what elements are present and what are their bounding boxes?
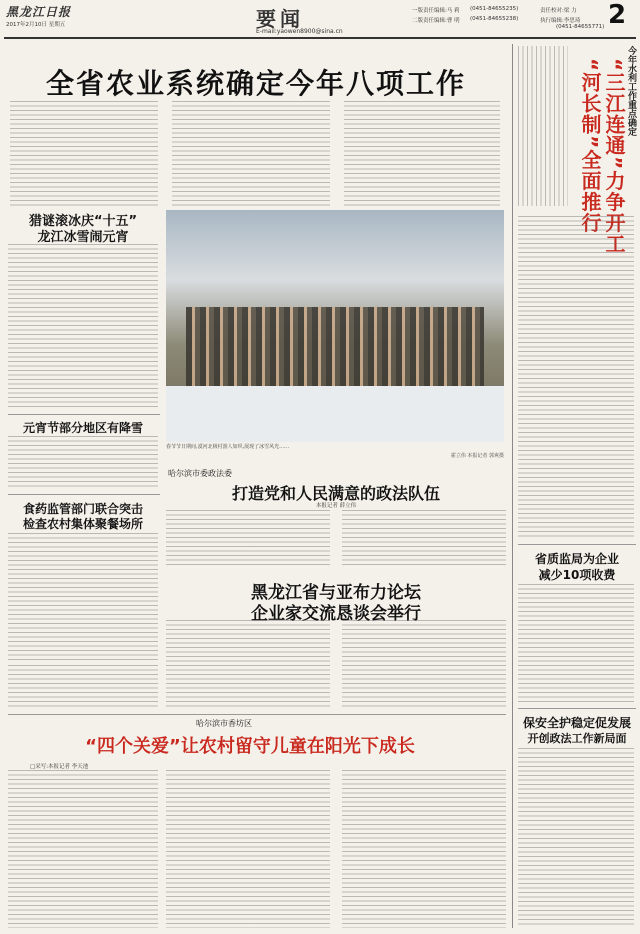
divider-right-1 <box>518 544 636 545</box>
article-title-6: “四个关爱”让农村留守儿童在阳光下成长 <box>85 736 415 757</box>
editor-line-2b: (0451-84655238) <box>470 16 519 22</box>
article-body-5 <box>8 620 506 708</box>
editor-line-4b: (0451-84655771) <box>556 24 605 30</box>
article-subtitle-8: 开创政法工作新局面 <box>527 732 627 745</box>
article-body-7 <box>518 584 634 702</box>
page-number: 2 <box>608 0 627 30</box>
article-kicker-4: 哈尔滨市委政法委 <box>168 469 232 478</box>
right-intro-text <box>518 46 568 206</box>
section-title: 要闻 <box>256 7 304 31</box>
article-subtitle-5: 企业家交流恳谈会举行 <box>251 604 421 624</box>
editor-line-2: 二版责任编辑:曹 明 <box>412 18 460 24</box>
article-subtitle-3: 检查农村集体聚餐场所 <box>22 517 143 531</box>
article-title-1: 猎谜滚冰庆“十五” <box>28 214 138 229</box>
article-body-6 <box>8 770 506 928</box>
article-body-1 <box>8 244 158 408</box>
photo-caption: 春节节日期间,漠河北极村游人如织,展现了冰雪风光…… 霍立伟 本报记者 郭爽摄 <box>166 444 504 459</box>
article-subtitle-1: 龙江冰雪闹元宵 <box>37 230 129 245</box>
right-feature-title-a: “三江连通”力争开工 <box>602 58 626 255</box>
article-byline-6: □采写:本报记者 李天池 <box>30 764 89 770</box>
news-photo <box>166 210 504 442</box>
article-title-4: 打造党和人民满意的政法队伍 <box>231 484 440 503</box>
lead-headline: 全省农业系统确定今年八项工作 <box>45 67 466 100</box>
article-title-5: 黑龙江省与亚布力论坛 <box>251 583 421 603</box>
editor-line-1: 一版责任编辑:马 莉 <box>412 8 460 14</box>
editor-line-3: 责任校对:梁 力 <box>540 8 577 14</box>
lead-body <box>10 101 500 207</box>
issue-date: 2017年2月10日 星期五 <box>6 22 66 28</box>
editor-line-1b: (0451-84655235) <box>470 6 519 12</box>
divider-left-2 <box>8 494 160 495</box>
editor-line-4: 执行编辑:李思琦 <box>540 18 581 24</box>
article-subtitle-7: 减少10项收费 <box>538 568 616 582</box>
article-byline-4: 本报记者 薛立伟 <box>315 503 357 509</box>
article-body-2 <box>8 436 158 490</box>
right-feature-title-b: “河长制”全面推行 <box>578 58 602 234</box>
article-title-8: 保安全护稳定促发展 <box>522 716 631 730</box>
article-body-4 <box>166 510 506 566</box>
article-title-3: 食药监管部门联合突击 <box>22 502 143 516</box>
right-feature-kicker: 今年水利工作重点确定 <box>626 46 636 136</box>
right-column-divider <box>512 44 513 928</box>
article-title-7: 省质监局为企业 <box>534 552 619 566</box>
article-title-2: 元宵节部分地区有降雪 <box>22 421 143 435</box>
divider-mid <box>8 714 506 715</box>
right-feature-body <box>518 216 634 538</box>
divider-right-2 <box>518 708 636 709</box>
section-email[interactable]: E-mail:yaowen8900@sina.cn <box>256 28 343 35</box>
divider-left-1 <box>8 414 160 415</box>
masthead-rule <box>4 37 636 39</box>
paper-logo: 黑龙江日报 <box>6 5 72 19</box>
article-kicker-6: 哈尔滨市香坊区 <box>196 719 252 728</box>
article-body-8 <box>518 748 634 928</box>
photo-credit: 霍立伟 本报记者 郭爽摄 <box>450 453 504 459</box>
